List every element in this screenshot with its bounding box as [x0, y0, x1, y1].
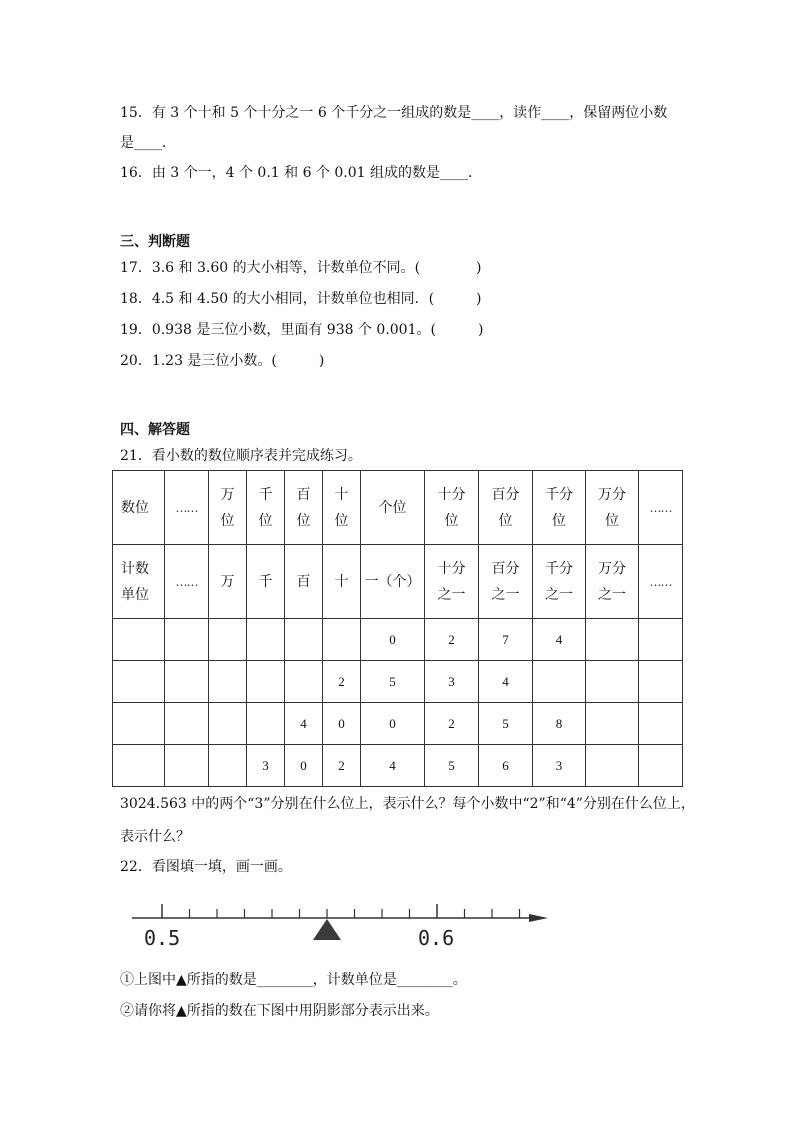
question-21-line1: 3024.563 中的两个“3”分别在什么位上，表示什么？每个小数中“2”和“4”分别在什么位上，: [120, 796, 695, 812]
place-row-cell: ……: [639, 471, 683, 545]
question-18: 18．4.5 和 4.50 的大小相同，计数单位也相同．( ): [120, 291, 482, 307]
data-row-cell: 3: [247, 745, 285, 787]
data-row-cell: [209, 745, 247, 787]
data-row-cell: [209, 703, 247, 745]
unit-row-cell: 百分 之一: [479, 545, 533, 619]
data-row-cell: 4: [285, 703, 323, 745]
unit-row-cell: 千: [247, 545, 285, 619]
unit-row-cell: ……: [165, 545, 209, 619]
data-row-cell: 5: [425, 745, 479, 787]
data-row-cell: [113, 745, 165, 787]
place-row-cell: ……: [165, 471, 209, 545]
question-16: 16．由 3 个一，4 个 0.1 和 6 个 0.01 组成的数是____．: [120, 165, 483, 181]
unit-row-cell: 十分 之一: [425, 545, 479, 619]
question-21-title: 21．看小数的数位顺序表并完成练习。: [120, 448, 362, 464]
unit-row-cell: 一（个）: [361, 545, 425, 619]
data-row-cell: 3: [425, 661, 479, 703]
number-line: [128, 895, 558, 955]
data-row: [113, 745, 683, 787]
data-row: [113, 619, 683, 661]
data-row-cell: [165, 703, 209, 745]
data-row-cell: [586, 703, 639, 745]
question-15-cont: 是____．: [120, 135, 176, 151]
section-heading-judge: 三、判断题: [120, 234, 190, 250]
data-row-cell: 4: [479, 661, 533, 703]
data-row-cell: [586, 619, 639, 661]
data-row-cell: 5: [479, 703, 533, 745]
question-15: 15．有 3 个十和 5 个十分之一 6 个千分之一组成的数是____，读作____，保留两位小数: [120, 105, 668, 121]
data-row-cell: [285, 619, 323, 661]
data-row-cell: 2: [425, 703, 479, 745]
data-row-cell: [639, 703, 683, 745]
data-row-cell: 3: [533, 745, 586, 787]
place-row-cell: 百 位: [285, 471, 323, 545]
section-heading-answer: 四、解答题: [120, 422, 190, 438]
data-row-cell: 2: [425, 619, 479, 661]
data-row-cell: [209, 619, 247, 661]
place-row-cell: 十分 位: [425, 471, 479, 545]
number-line-start-label: 0.5: [144, 926, 181, 950]
unit-row-cell: ……: [639, 545, 683, 619]
triangle-pointer-icon: [313, 919, 341, 940]
question-17: 17．3.6 和 3.60 的大小相等，计数单位不同。( ): [120, 260, 482, 276]
data-row-cell: [165, 619, 209, 661]
data-row-cell: [533, 661, 586, 703]
question-22-sub1: ①上图中▲所指的数是________，计数单位是________。: [120, 972, 467, 988]
place-row-cell: 万 位: [209, 471, 247, 545]
data-row-cell: [113, 703, 165, 745]
place-row-cell: 数位: [113, 471, 165, 545]
question-22-sub2: ②请你将▲所指的数在下图中用阴影部分表示出来。: [120, 1003, 439, 1019]
data-row-cell: [586, 661, 639, 703]
data-row-cell: 0: [323, 703, 361, 745]
data-row-cell: [247, 703, 285, 745]
question-19: 19．0.938 是三位小数，里面有 938 个 0.001。( ): [120, 322, 484, 338]
place-row-cell: 百分 位: [479, 471, 533, 545]
unit-row-cell: 千分 之一: [533, 545, 586, 619]
place-row-cell: 万分 位: [586, 471, 639, 545]
data-row-cell: 0: [361, 703, 425, 745]
data-row-cell: [165, 661, 209, 703]
question-20: 20．1.23 是三位小数。( ): [120, 353, 325, 369]
unit-row-cell: 十: [323, 545, 361, 619]
data-row-cell: 4: [533, 619, 586, 661]
unit-row-cell: 万: [209, 545, 247, 619]
data-row: [113, 703, 683, 745]
data-row-cell: 2: [323, 745, 361, 787]
data-row-cell: 5: [361, 661, 425, 703]
place-row: [113, 471, 683, 545]
data-row-cell: 7: [479, 619, 533, 661]
unit-row-cell: 万分 之一: [586, 545, 639, 619]
data-row-cell: 8: [533, 703, 586, 745]
arrow-head-icon: [529, 914, 548, 922]
data-row-cell: [209, 661, 247, 703]
place-row-cell: 千 位: [247, 471, 285, 545]
question-21-line2: 表示什么？: [120, 829, 190, 845]
unit-row: [113, 545, 683, 619]
data-row-cell: [639, 661, 683, 703]
place-row-cell: 千分 位: [533, 471, 586, 545]
data-row-cell: [323, 619, 361, 661]
data-row-cell: [247, 661, 285, 703]
unit-row-cell: 百: [285, 545, 323, 619]
number-line-end-label: 0.6: [418, 926, 455, 950]
data-row-cell: [113, 619, 165, 661]
data-row-cell: [639, 619, 683, 661]
data-row-cell: [165, 745, 209, 787]
data-row: [113, 661, 683, 703]
data-row-cell: 0: [361, 619, 425, 661]
question-22-title: 22．看图填一填，画一画。: [120, 859, 292, 875]
data-row-cell: [113, 661, 165, 703]
data-row-cell: [285, 661, 323, 703]
data-row-cell: 0: [285, 745, 323, 787]
place-row-cell: 个位: [361, 471, 425, 545]
data-row-cell: 4: [361, 745, 425, 787]
place-row-cell: 十 位: [323, 471, 361, 545]
data-row-cell: 2: [323, 661, 361, 703]
data-row-cell: [586, 745, 639, 787]
data-row-cell: [247, 619, 285, 661]
unit-row-cell: 计数 单位: [113, 545, 165, 619]
data-row-cell: 6: [479, 745, 533, 787]
data-row-cell: [639, 745, 683, 787]
decimal-place-table: [112, 470, 683, 787]
